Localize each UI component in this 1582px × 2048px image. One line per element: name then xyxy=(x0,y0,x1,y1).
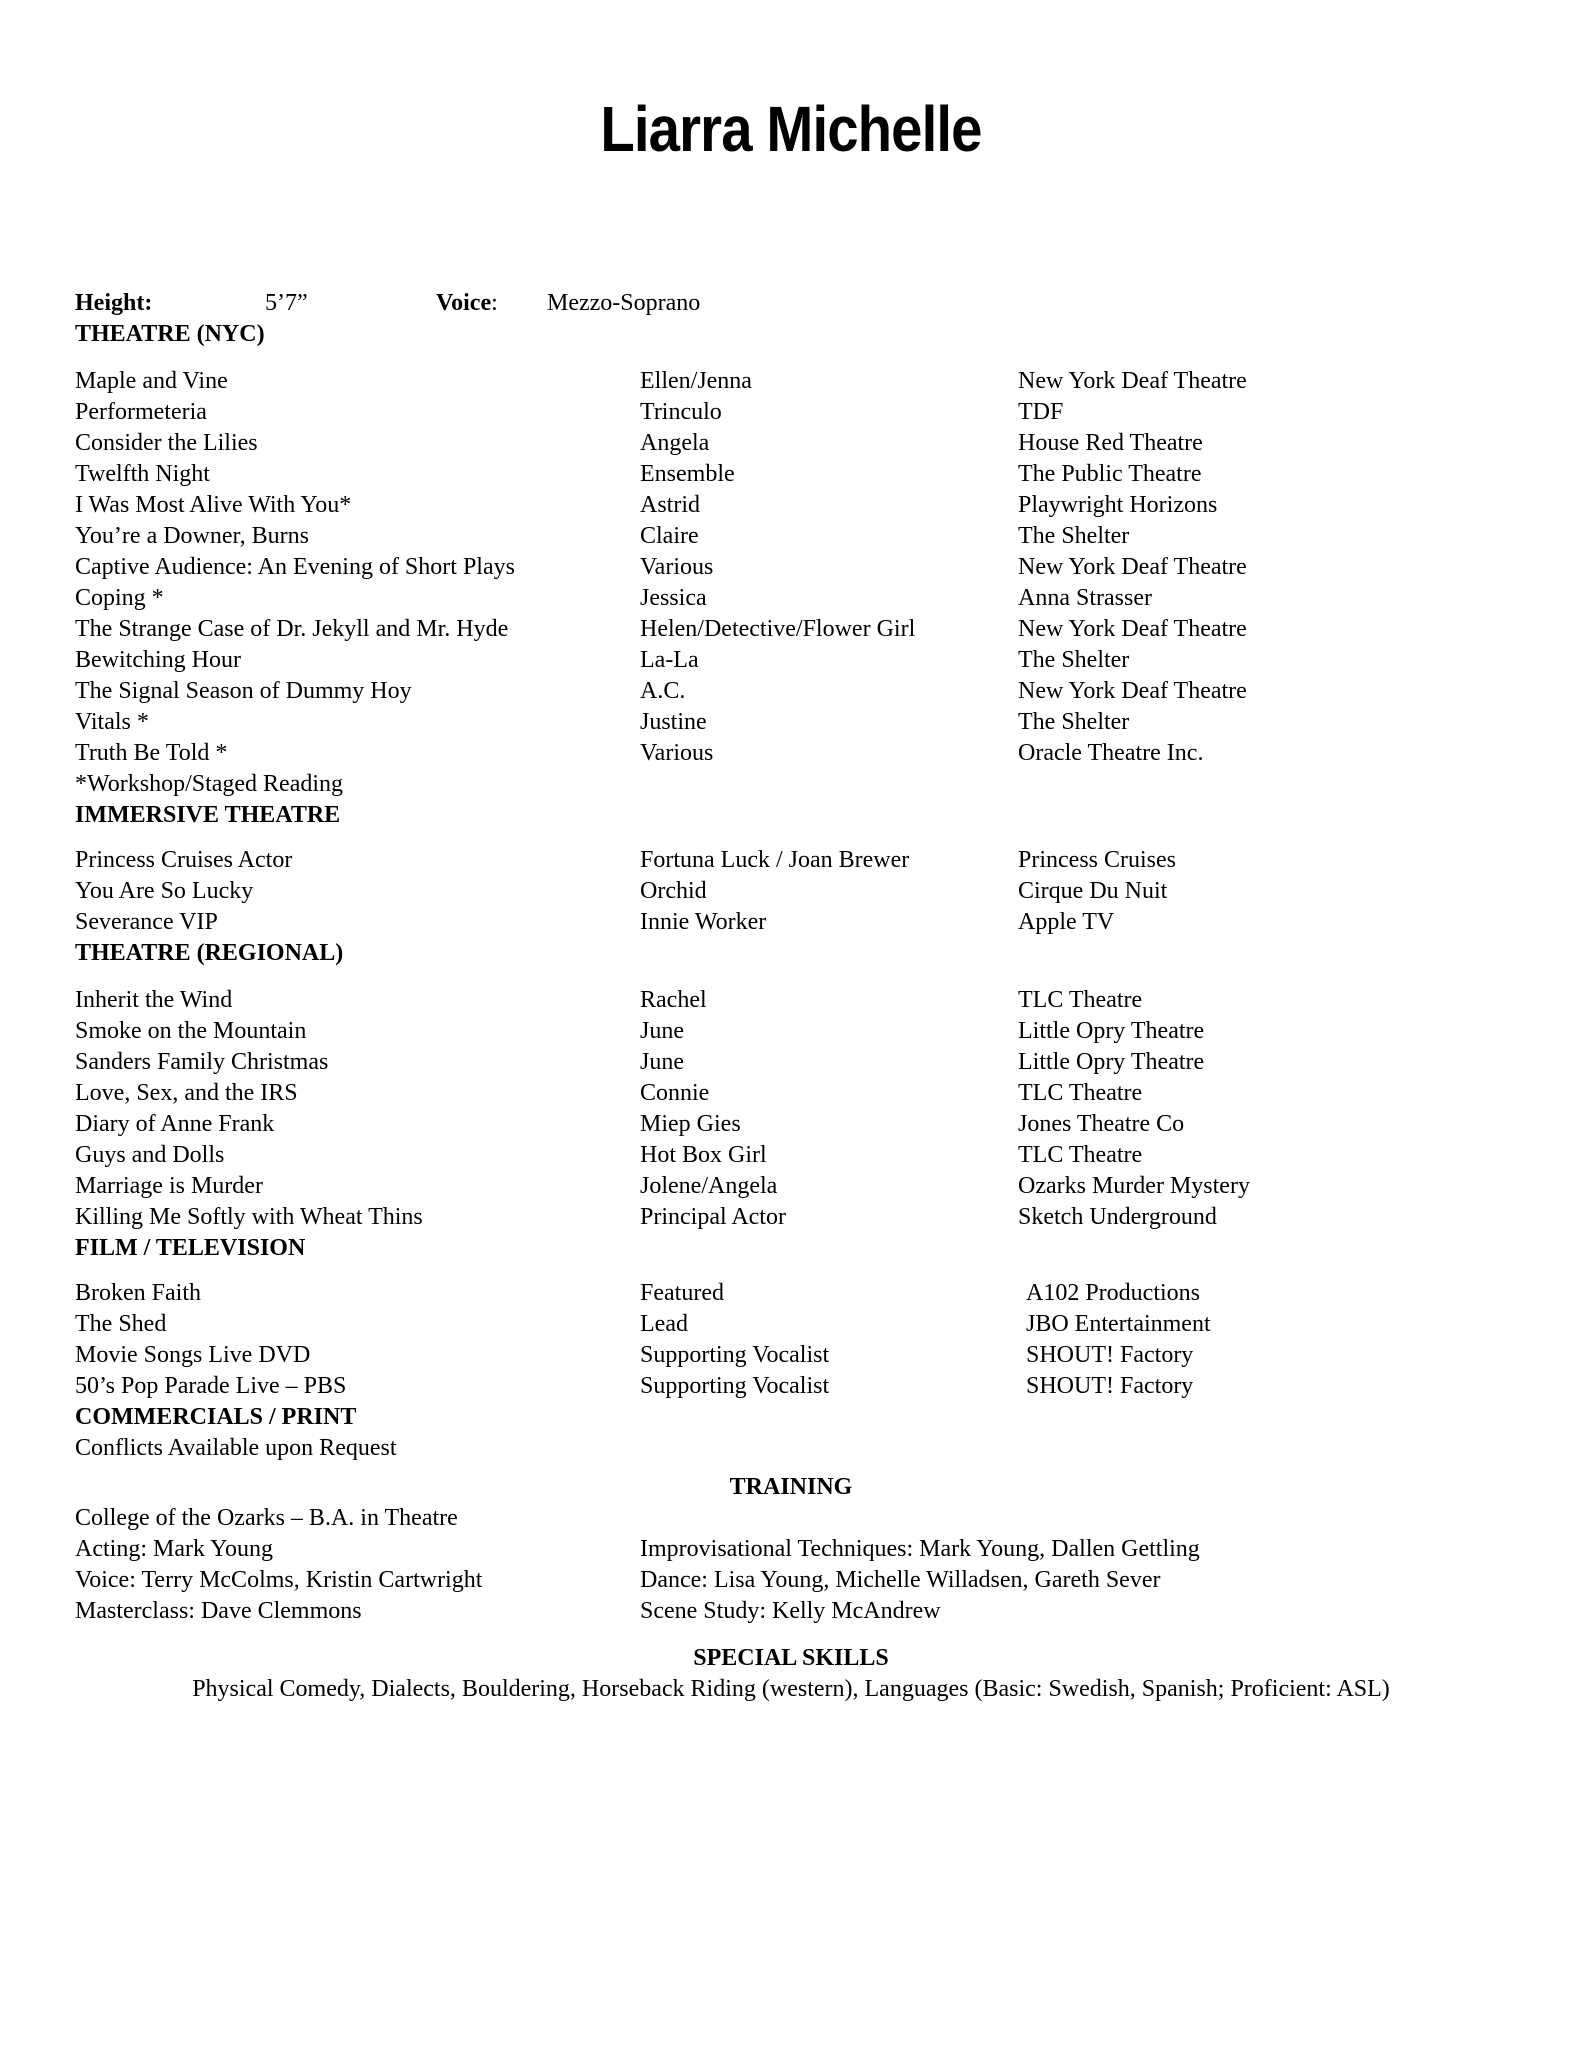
credit-org: Jones Theatre Co xyxy=(1018,1111,1185,1137)
credit-title: Vitals * xyxy=(75,709,149,735)
credit-row xyxy=(75,552,1507,583)
credit-org: Princess Cruises xyxy=(1018,847,1176,873)
credit-rows-film-tv xyxy=(75,1278,1507,1402)
training-right xyxy=(640,1503,1507,1534)
credit-title: Performeteria xyxy=(75,399,207,425)
credit-row xyxy=(75,490,1507,521)
credit-title: Diary of Anne Frank xyxy=(75,1111,275,1137)
credit-org: TLC Theatre xyxy=(1018,1142,1143,1168)
credit-row xyxy=(75,459,1507,490)
credit-title: Twelfth Night xyxy=(75,461,210,487)
credit-title: You Are So Lucky xyxy=(75,878,254,904)
credit-role: June xyxy=(640,1018,684,1044)
credit-title: Smoke on the Mountain xyxy=(75,1018,307,1044)
height-label: Height: xyxy=(75,290,153,316)
training-left: Masterclass: Dave Clemmons xyxy=(75,1598,362,1624)
workshop-footnote: *Workshop/Staged Reading xyxy=(75,771,344,797)
credit-title: Marriage is Murder xyxy=(75,1173,263,1199)
credit-title: Coping * xyxy=(75,585,164,611)
training-right: Improvisational Techniques: Mark Young, Dallen Gettling xyxy=(640,1536,1200,1562)
credit-title: Broken Faith xyxy=(75,1280,201,1306)
credit-row xyxy=(75,1078,1507,1109)
credit-org: Playwright Horizons xyxy=(1018,492,1218,518)
credit-role: Miep Gies xyxy=(640,1111,741,1137)
credit-role: Ensemble xyxy=(640,461,735,487)
credit-org: TLC Theatre xyxy=(1018,1080,1143,1106)
credit-row xyxy=(75,614,1507,645)
credit-org: The Shelter xyxy=(1018,647,1130,673)
credit-title: The Signal Season of Dummy Hoy xyxy=(75,678,412,704)
training-row xyxy=(75,1596,1507,1627)
credit-org: The Public Theatre xyxy=(1018,461,1202,487)
credit-role: Hot Box Girl xyxy=(640,1142,767,1168)
credit-org: Little Opry Theatre xyxy=(1018,1018,1205,1044)
section-heading-training: TRAINING xyxy=(729,1474,853,1500)
actor-name: Liarra Michelle xyxy=(600,93,982,165)
credit-org: House Red Theatre xyxy=(1018,430,1203,456)
credit-role: Rachel xyxy=(640,987,707,1013)
credit-org: SHOUT! Factory xyxy=(1026,1342,1194,1368)
section-heading-regional: THEATRE (REGIONAL) xyxy=(75,940,344,966)
credit-row xyxy=(75,1340,1507,1371)
training-row xyxy=(75,1503,1507,1534)
credit-org: Anna Strasser xyxy=(1018,585,1152,611)
credit-org: The Shelter xyxy=(1018,523,1130,549)
credit-org: JBO Entertainment xyxy=(1026,1311,1211,1337)
credit-row xyxy=(75,738,1507,769)
credit-title: You’re a Downer, Burns xyxy=(75,523,309,549)
credit-title: Killing Me Softly with Wheat Thins xyxy=(75,1204,423,1230)
credit-row xyxy=(75,907,1507,938)
credit-role: Ellen/Jenna xyxy=(640,368,752,394)
credit-org: New York Deaf Theatre xyxy=(1018,554,1247,580)
credit-row xyxy=(75,1202,1507,1233)
credit-role: Fortuna Luck / Joan Brewer xyxy=(640,847,910,873)
credit-title: Severance VIP xyxy=(75,909,218,935)
credit-role: Featured xyxy=(640,1280,724,1306)
credit-role: Helen/Detective/Flower Girl xyxy=(640,616,916,642)
credit-row xyxy=(75,521,1507,552)
credit-row xyxy=(75,676,1507,707)
section-heading-commercials: COMMERCIALS / PRINT xyxy=(75,1404,357,1430)
credit-row xyxy=(75,707,1507,738)
credit-row xyxy=(75,876,1507,907)
height-value: 5’7” xyxy=(265,290,308,316)
credit-title: Maple and Vine xyxy=(75,368,228,394)
credit-row xyxy=(75,1016,1507,1047)
credit-org: Oracle Theatre Inc. xyxy=(1018,740,1204,766)
credit-title: The Shed xyxy=(75,1311,167,1337)
credit-row xyxy=(75,985,1507,1016)
credit-row xyxy=(75,845,1507,876)
credit-title: Movie Songs Live DVD xyxy=(75,1342,311,1368)
credit-row xyxy=(75,1371,1507,1402)
credit-org: TLC Theatre xyxy=(1018,987,1143,1013)
credit-role: Various xyxy=(640,554,714,580)
section-heading-theatre-nyc: THEATRE (NYC) xyxy=(75,321,265,347)
credit-org: New York Deaf Theatre xyxy=(1018,678,1247,704)
credit-row xyxy=(75,583,1507,614)
credit-row xyxy=(75,1047,1507,1078)
credit-row xyxy=(75,1171,1507,1202)
credit-org: Ozarks Murder Mystery xyxy=(1018,1173,1250,1199)
credit-row xyxy=(75,1309,1507,1340)
credit-title: Truth Be Told * xyxy=(75,740,228,766)
credit-title: I Was Most Alive With You* xyxy=(75,492,352,518)
credit-title: Sanders Family Christmas xyxy=(75,1049,329,1075)
section-heading-film-tv: FILM / TELEVISION xyxy=(75,1235,306,1261)
section-heading-special-skills: SPECIAL SKILLS xyxy=(693,1645,889,1671)
credit-org: Sketch Underground xyxy=(1018,1204,1217,1230)
credit-role: Orchid xyxy=(640,878,707,904)
voice-value: Mezzo-Soprano xyxy=(547,290,701,316)
credit-org: Cirque Du Nuit xyxy=(1018,878,1168,904)
credit-title: Princess Cruises Actor xyxy=(75,847,293,873)
credit-role: Innie Worker xyxy=(640,909,767,935)
credit-org: Little Opry Theatre xyxy=(1018,1049,1205,1075)
credit-title: Inherit the Wind xyxy=(75,987,233,1013)
credit-title: 50’s Pop Parade Live – PBS xyxy=(75,1373,347,1399)
credit-rows-nyc xyxy=(75,366,1507,769)
credit-role: Claire xyxy=(640,523,699,549)
credit-row xyxy=(75,1109,1507,1140)
credit-row xyxy=(75,397,1507,428)
credit-title: Captive Audience: An Evening of Short Plays xyxy=(75,554,515,580)
training-right: Dance: Lisa Young, Michelle Willadsen, Gareth Sever xyxy=(640,1567,1161,1593)
credit-role: Angela xyxy=(640,430,710,456)
special-skills-text: Physical Comedy, Dialects, Bouldering, Horseback Riding (western), Languages (Basic: Swedish, Spanish; Proficient: ASL) xyxy=(192,1676,1390,1702)
credit-org: New York Deaf Theatre xyxy=(1018,616,1247,642)
credit-role: Lead xyxy=(640,1311,688,1337)
training-right: Scene Study: Kelly McAndrew xyxy=(640,1598,941,1624)
credit-rows-regional xyxy=(75,985,1507,1233)
credit-role: Justine xyxy=(640,709,707,735)
credit-role: June xyxy=(640,1049,684,1075)
credit-role: Trinculo xyxy=(640,399,722,425)
credit-role: Jessica xyxy=(640,585,707,611)
stats-row xyxy=(75,288,1507,319)
credit-org: SHOUT! Factory xyxy=(1026,1373,1194,1399)
credit-role: Principal Actor xyxy=(640,1204,786,1230)
credit-org: The Shelter xyxy=(1018,709,1130,735)
credit-org: New York Deaf Theatre xyxy=(1018,368,1247,394)
credit-org: TDF xyxy=(1018,399,1064,425)
training-left: Acting: Mark Young xyxy=(75,1536,274,1562)
credit-org: A102 Productions xyxy=(1026,1280,1200,1306)
credit-role: Supporting Vocalist xyxy=(640,1373,830,1399)
credit-row xyxy=(75,1140,1507,1171)
training-left: Voice: Terry McColms, Kristin Cartwright xyxy=(75,1567,483,1593)
credit-role: Supporting Vocalist xyxy=(640,1342,830,1368)
credit-title: The Strange Case of Dr. Jekyll and Mr. Hyde xyxy=(75,616,509,642)
credit-row xyxy=(75,1278,1507,1309)
training-rows xyxy=(75,1503,1507,1627)
credit-role: Connie xyxy=(640,1080,710,1106)
commercials-note: Conflicts Available upon Request xyxy=(75,1435,397,1461)
section-heading-immersive: IMMERSIVE THEATRE xyxy=(75,802,341,828)
credit-rows-immersive xyxy=(75,845,1507,938)
credit-title: Guys and Dolls xyxy=(75,1142,225,1168)
credit-row xyxy=(75,645,1507,676)
credit-title: Bewitching Hour xyxy=(75,647,241,673)
credit-role: Various xyxy=(640,740,714,766)
credit-row xyxy=(75,428,1507,459)
training-row xyxy=(75,1565,1507,1596)
credit-title: Consider the Lilies xyxy=(75,430,258,456)
voice-label: Voice: xyxy=(436,290,498,316)
training-row xyxy=(75,1534,1507,1565)
credit-role: A.C. xyxy=(640,678,686,704)
credit-title: Love, Sex, and the IRS xyxy=(75,1080,298,1106)
credit-org: Apple TV xyxy=(1018,909,1115,935)
credit-row xyxy=(75,366,1507,397)
training-left: College of the Ozarks – B.A. in Theatre xyxy=(75,1505,458,1531)
credit-role: Astrid xyxy=(640,492,700,518)
credit-role: La-La xyxy=(640,647,699,673)
credit-role: Jolene/Angela xyxy=(640,1173,778,1199)
